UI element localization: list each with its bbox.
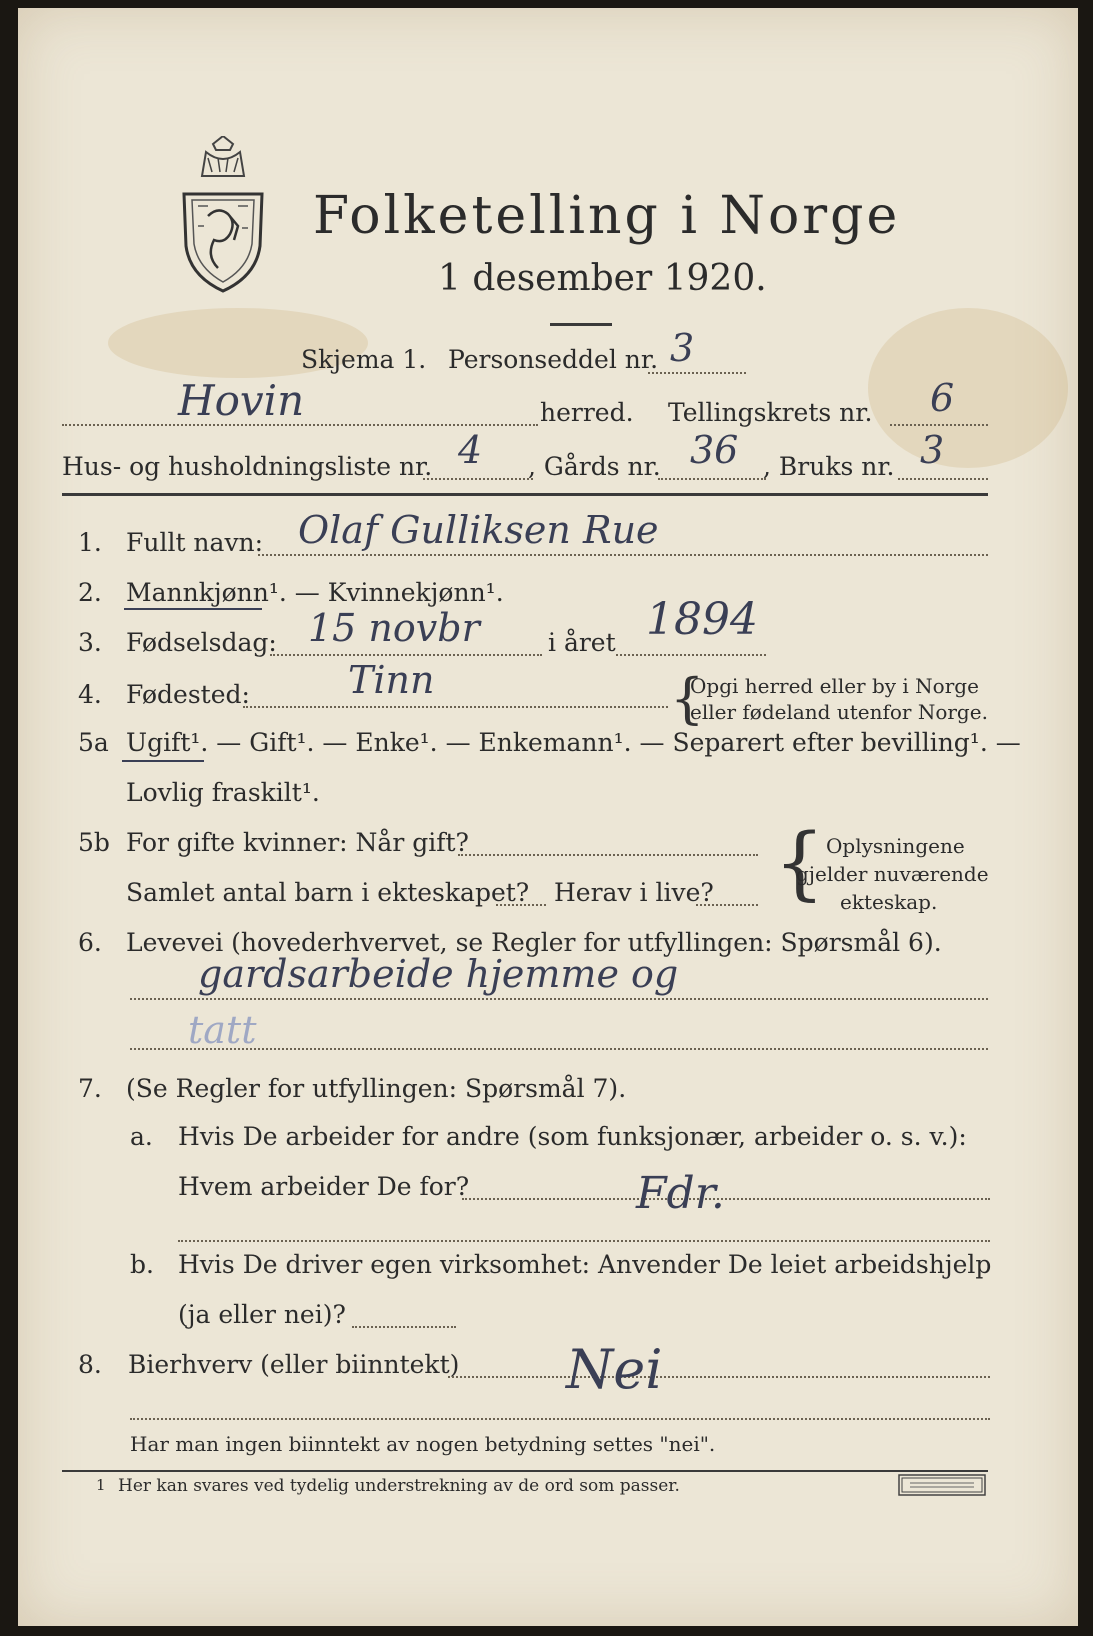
q4-note-line1: Opgi herred eller by i Norge <box>690 674 979 698</box>
personseddel-line <box>648 372 746 374</box>
q3-year-value: 1894 <box>646 594 758 645</box>
hus-value: 4 <box>458 428 483 472</box>
q5b-brace: { <box>774 816 825 909</box>
tellingskrets-label: Tellingskrets nr. <box>668 398 873 427</box>
skjema-label: Skjema 1. <box>301 345 427 374</box>
q8-line2 <box>130 1418 990 1420</box>
q5b-alive-line <box>696 904 758 906</box>
q7a-line1: Hvis De arbeider for andre (som funksjonær, arbeider o. s. v.): <box>178 1122 967 1151</box>
q7a-line2: Hvem arbeider De for? <box>178 1172 470 1201</box>
census-form <box>18 8 1078 1626</box>
header-divider <box>62 493 988 496</box>
q4-label: Fødested: <box>126 680 250 709</box>
q7-number: 7. <box>78 1074 102 1103</box>
q7b-line1: Hvis De driver egen virksomhet: Anvender De leiet arbeidshjelp <box>178 1250 992 1279</box>
q2-underline <box>124 608 262 610</box>
q5a-line1: Ugift¹. — Gift¹. — Enke¹. — Enkemann¹. — Separert efter bevilling¹. — <box>126 728 1021 757</box>
q7a-line <box>462 1198 990 1200</box>
census-date: 1 desember 1920. <box>438 258 767 299</box>
paper-stain <box>868 308 1068 468</box>
footnote-number: 1 <box>96 1476 106 1494</box>
q8-number: 8. <box>78 1350 102 1379</box>
q7-label: (Se Regler for utfyllingen: Spørsmål 7). <box>126 1074 627 1103</box>
q5a-underline <box>122 760 204 762</box>
norway-coat-of-arms-icon <box>178 136 268 296</box>
q4-answer: Tinn <box>348 658 435 702</box>
title-divider <box>550 323 612 326</box>
q4-line <box>243 706 668 708</box>
herred-label: herred. <box>540 398 634 427</box>
q8-line1 <box>448 1376 990 1378</box>
q3-year-line <box>616 654 766 656</box>
q7a-letter: a. <box>130 1122 153 1151</box>
q5b-children-line <box>496 904 546 906</box>
footer-note: Har man ingen biinntekt av nogen betydning settes "nei". <box>130 1432 716 1456</box>
q5b-note3: ekteskap. <box>840 890 938 914</box>
q5b-line1: For gifte kvinner: Når gift? <box>126 828 469 857</box>
q5b-note2: gjelder nuværende <box>796 862 989 886</box>
gards-value: 36 <box>690 428 739 472</box>
q1-label: Fullt navn: <box>126 528 264 557</box>
q5b-line2a: Samlet antal barn i ekteskapet? <box>126 878 530 907</box>
q5b-note1: Oplysningene <box>826 834 965 858</box>
q7a-line2-dots <box>178 1240 990 1242</box>
q3-line <box>270 654 542 656</box>
q2-label: Mannkjønn¹. — Kvinnekjønn¹. <box>126 578 504 607</box>
q4-note-line2: eller fødeland utenfor Norge. <box>690 700 988 724</box>
tellingskrets-line <box>890 424 988 426</box>
q1-number: 1. <box>78 528 102 557</box>
q8-answer: Nei <box>566 1338 663 1401</box>
q3-label: Fødselsdag: <box>126 628 277 657</box>
q6-answer1: gardsarbeide hjemme og <box>198 952 679 996</box>
q6-line2 <box>130 1048 988 1050</box>
q2-number: 2. <box>78 578 102 607</box>
q5b-number: 5b <box>78 828 110 857</box>
q5a-line2: Lovlig fraskilt¹. <box>126 778 320 807</box>
personseddel-label: Personseddel nr. <box>448 345 659 374</box>
q6-label: Levevei (hovederhvervet, se Regler for utfyllingen: Spørsmål 6). <box>126 928 942 957</box>
q7b-line <box>352 1326 456 1328</box>
personseddel-value: 3 <box>670 326 695 370</box>
q3-number: 3. <box>78 628 102 657</box>
q3-year-label: i året <box>548 628 616 657</box>
form-title: Folketelling i Norge <box>313 186 901 246</box>
q5b-line2b: Herav i live? <box>554 878 714 907</box>
q1-answer: Olaf Gulliksen Rue <box>298 508 659 552</box>
q6-number: 6. <box>78 928 102 957</box>
q6-answer2: tatt <box>188 1008 257 1052</box>
footnote-text: Her kan svares ved tydelig understrekning av de ord som passer. <box>118 1476 680 1496</box>
bruks-label: , Bruks nr. <box>763 452 895 481</box>
q3-answer: 15 novbr <box>308 606 480 650</box>
q7b-line2: (ja eller nei)? <box>178 1300 346 1329</box>
q4-brace: { <box>670 667 705 730</box>
q4-number: 4. <box>78 680 102 709</box>
printer-stamp-icon <box>898 1474 986 1496</box>
gards-label: , Gårds nr. <box>528 452 661 481</box>
q5a-number: 5a <box>78 728 109 757</box>
q7b-letter: b. <box>130 1250 154 1279</box>
hus-line <box>423 478 533 480</box>
q8-label: Bierhverv (eller biinntekt) <box>128 1350 460 1379</box>
q5b-married-line <box>458 854 758 856</box>
q6-line1 <box>130 998 988 1000</box>
herred-value: Hovin <box>178 376 305 425</box>
gards-line <box>658 478 766 480</box>
bruks-value: 3 <box>920 428 945 472</box>
footer-divider <box>62 1470 988 1472</box>
q7a-answer: Fdr. <box>636 1168 725 1219</box>
hus-label: Hus- og husholdningsliste nr. <box>62 452 433 481</box>
bruks-line <box>898 478 988 480</box>
q1-line <box>258 554 988 556</box>
tellingskrets-value: 6 <box>930 376 955 420</box>
